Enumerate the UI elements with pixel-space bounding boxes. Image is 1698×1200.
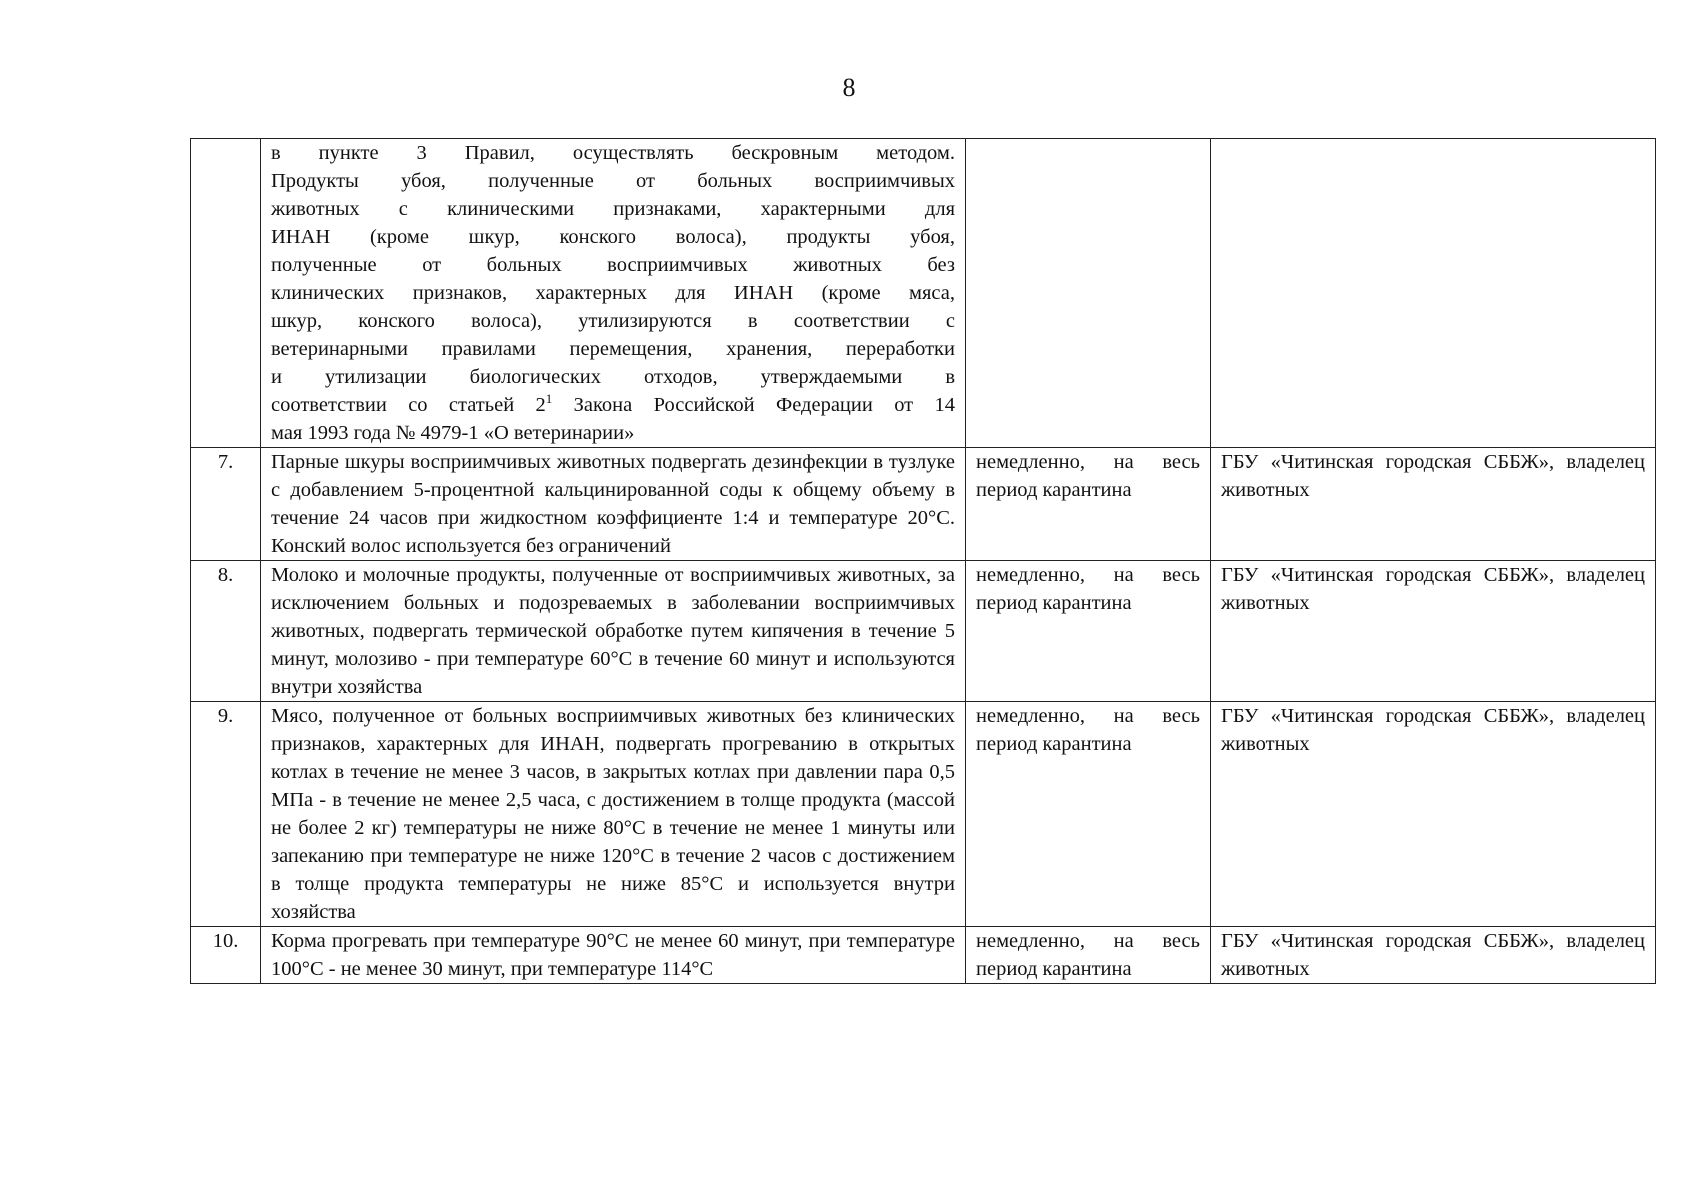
text-line: в пункте 3 Правил, осуществлять бескровным методом. [271,142,955,164]
text-line: и утилизации биологических отходов, утверждаемыми в [271,366,955,388]
page-number: 8 [842,73,856,102]
measure-responsible [1211,139,1656,448]
law-suffix: Закона Российской Федерации от 14 [552,394,955,416]
text-line: шкур, конского волоса), утилизируются в соответствии с [271,310,955,332]
row-number: 7. [191,448,261,561]
row-number: 9. [191,702,261,927]
table-row [191,927,1656,984]
text-line: мая 1993 года № 4979-1 «О ветеринарии» [271,422,635,444]
table-row [191,448,1656,561]
measure-text [261,139,966,448]
measure-text: Мясо, полученное от больных восприимчивых животных без клинических признаков, характерных для ИНАН, подвергать прогреванию в открытых котлах в течение не менее 3 часов, в закрытых котлах при давлении пара 0,5 МПа - в течение не менее 2,5 часа, с достижением в толще продукта (массой не более 2 кг) температуры не ниже 80°С в течение не менее 1 минуты или запеканию при температуре не ниже 120°С в течение 2 часов с достижением в толще продукта температуры не ниже 85°С и используется внутри хозяйства [261,702,966,927]
text-line-law-reference [271,391,955,419]
measure-responsible: ГБУ «Читинская городская СББЖ», владелец животных [1211,561,1656,702]
measure-term: немедленно, на весь период карантина [966,702,1211,927]
measure-responsible: ГБУ «Читинская городская СББЖ», владелец животных [1211,927,1656,984]
text-line: клинических признаков, характерных для ИНАН (кроме мяса, [271,282,955,304]
row-number [191,139,261,448]
table-row [191,561,1656,702]
measure-responsible: ГБУ «Читинская городская СББЖ», владелец животных [1211,702,1656,927]
superscript-marker: 1 [545,391,553,407]
text-line: Продукты убоя, полученные от больных восприимчивых [271,170,955,192]
measure-text: Корма прогревать при температуре 90°С не менее 60 минут, при температуре 100°С - не менее 30 минут, при температуре 114°С [261,927,966,984]
text-line: ИНАН (кроме шкур, конского волоса), продукты убоя, [271,226,955,248]
measure-term: немедленно, на весь период карантина [966,448,1211,561]
measure-responsible: ГБУ «Читинская городская СББЖ», владелец животных [1211,448,1656,561]
measure-term [966,139,1211,448]
measures-table [190,138,1656,984]
measure-term: немедленно, на весь период карантина [966,927,1211,984]
measure-text: Молоко и молочные продукты, полученные от восприимчивых животных, за исключением больных и подозреваемых в заболевании восприимчивых животных, подвергать термической обработке путем кипячения в течение 5 минут, молозиво - при температуре 60°С в течение 60 минут и используются внутри хозяйства [261,561,966,702]
text-line: полученные от больных восприимчивых животных без [271,254,955,276]
row-number: 8. [191,561,261,702]
table-row [191,139,1656,448]
row-number: 10. [191,927,261,984]
measure-text: Парные шкуры восприимчивых животных подвергать дезинфекции в тузлуке с добавлением 5-процентной кальцинированной соды к общему объему в течение 24 часов при жидкостном коэффициенте 1:4 и температуре 20°С. Конский волос используется без ограничений [261,448,966,561]
measure-term: немедленно, на весь период карантина [966,561,1211,702]
law-prefix: соответствии со статьей 2 [271,394,546,416]
text-line: животных с клиническими признаками, характерными для [271,198,955,220]
text-line: ветеринарными правилами перемещения, хранения, переработки [271,338,955,360]
table-row [191,702,1656,927]
